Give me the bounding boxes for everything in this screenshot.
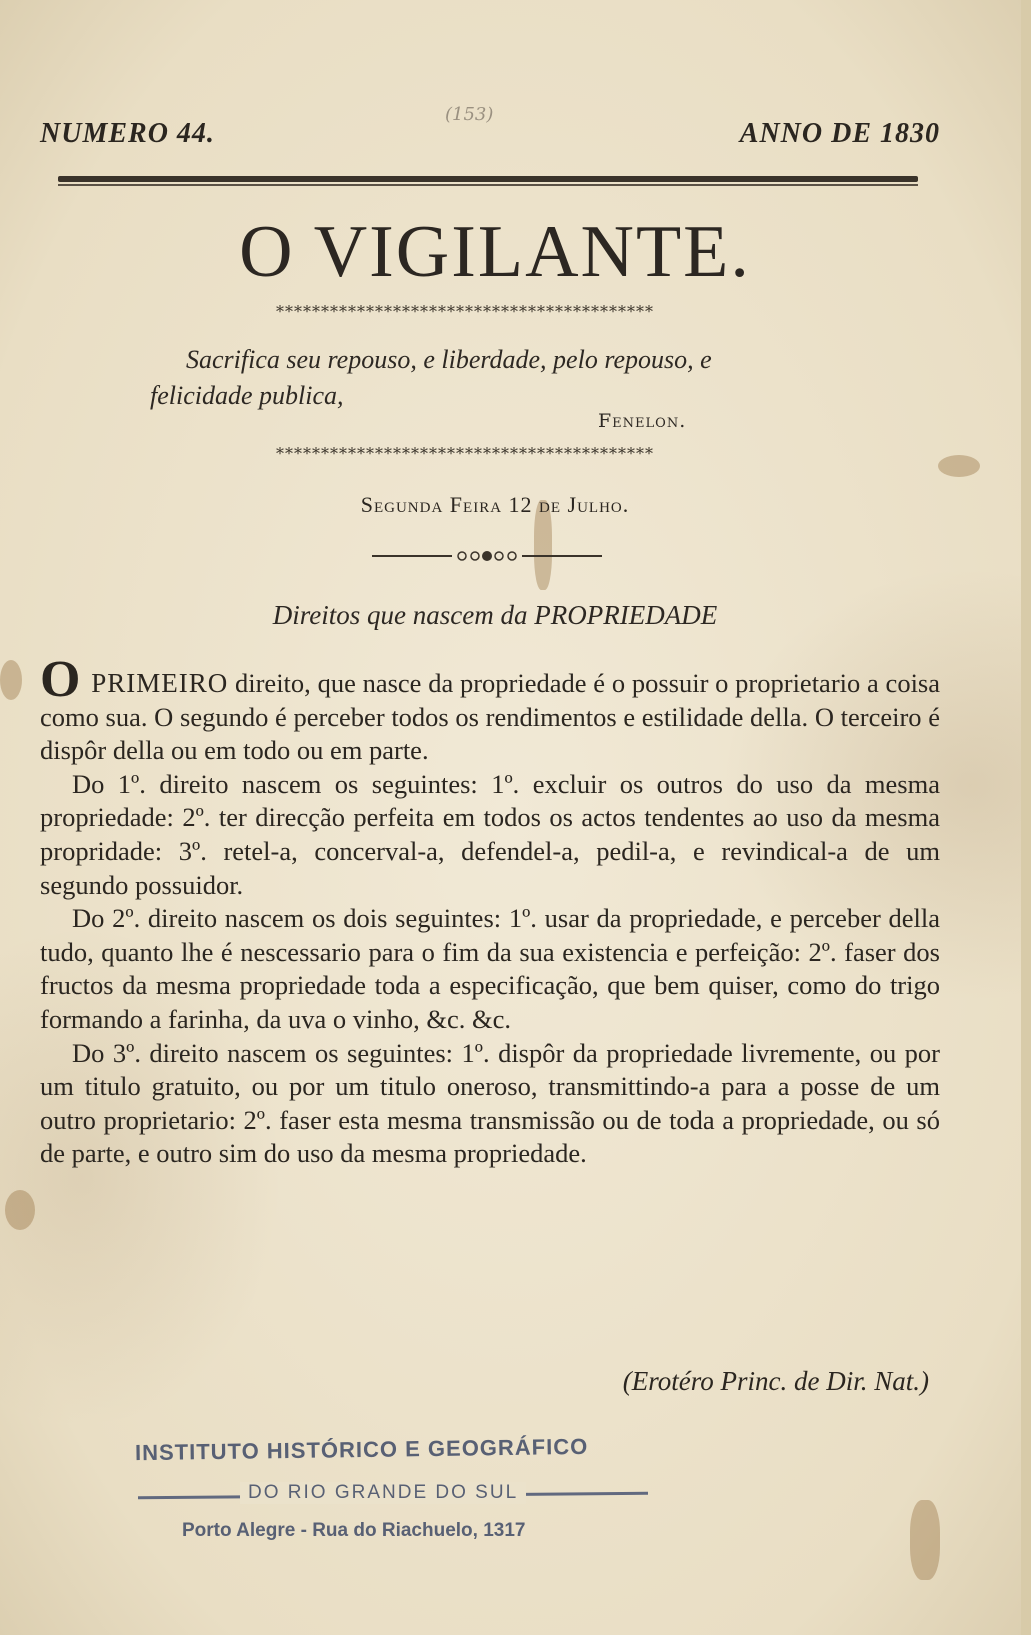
dropcap: O <box>40 651 81 708</box>
ornament-divider <box>372 548 602 564</box>
issue-year: ANNO DE 1830 <box>739 118 940 149</box>
stamp-line-3: Porto Alegre - Rua do Riachuelo, 1317 <box>182 1520 526 1541</box>
paper-stain <box>0 660 22 700</box>
star-separator-bottom: ****************************************** <box>276 444 654 463</box>
first-word: PRIMEIRO <box>91 668 229 698</box>
article-paragraph <box>40 651 940 768</box>
newspaper-title: O VIGILANTE. <box>239 211 751 293</box>
article-paragraph: Do 3º. direito nascem os seguintes: 1º. dispôr da propriedade livremente, ou por um titulo gratuito, ou por um titulo oneroso, transmittindo-a para a posse de um outro proprietario: 2º. faser esta mesma transmissão ou de toda a propriedade, ou só de parte, e outro sim do uso da mesma propriedade. <box>40 1037 940 1169</box>
article-paragraph: Do 1º. direito nascem os seguintes: 1º. excluir os outros do uso da mesma propriedade: 2º. ter direcção perfeita em todos os actos tendentes ao uso da mesma propridade: 3º. retel-a, concerval-a, defendel-a, pedil-a, e revindical-a de um segundo possuidor. <box>40 768 940 900</box>
star-separator-top: ****************************************** <box>276 302 654 321</box>
dateline: Segunda Feira 12 de Julho. <box>360 492 630 517</box>
article-paragraph: Do 2º. direito nascem os dois seguintes: 1º. usar da propriedade, e perceber della tudo, quanto lhe é nescessario para o fim da sua existencia e perfeição: 2º. faser dos fructos da mesma propriedade toda a especificação, que bem quiser, como do trigo formando a farinha, da uva o vinho, &c. &c. <box>40 903 940 1034</box>
paper-stain <box>5 1190 35 1230</box>
masthead-top-line <box>40 118 940 158</box>
issue-number: NUMERO 44. <box>40 118 215 149</box>
motto: Sacrifica seu repouso, e liberdade, pelo repouso, e felicidade publica, <box>150 345 712 410</box>
paper-stain <box>938 455 980 477</box>
stamp-line-1: INSTITUTO HISTÓRICO E GEOGRÁFICO <box>134 1433 589 1466</box>
stamp-line-2: DO RIO GRANDE DO SUL <box>240 1482 526 1504</box>
article-title: Direitos que nascem da PROPRIEDADE <box>272 600 718 630</box>
citation: (Erotéro Princ. de Dir. Nat.) <box>622 1366 929 1396</box>
masthead-rule <box>58 176 918 182</box>
library-stamp <box>120 1432 680 1552</box>
paper-stain <box>910 1500 940 1580</box>
motto-author: Fenelon. <box>598 410 687 432</box>
paragraph-text: direito, que nasce da propriedade é o possuir o proprietario a coisa como sua. O segundo é perceber todos os rendimentos e estilidade della. O terceiro é dispôr della ou em todo ou em parte. <box>40 668 940 766</box>
article-body <box>40 651 940 1171</box>
page-number: (153) <box>445 104 494 125</box>
